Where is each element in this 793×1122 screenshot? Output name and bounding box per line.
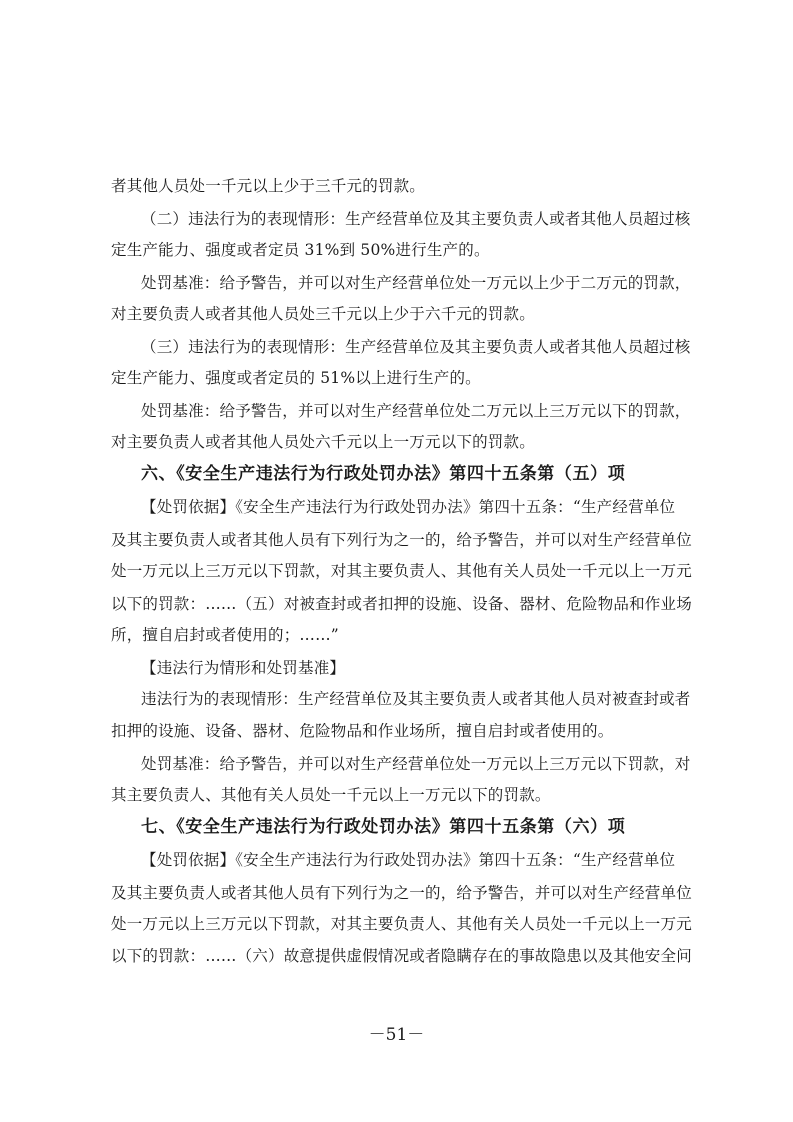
paragraph-line: 者其他人员处一千元以上少于三千元的罚款。 [111,177,426,195]
paragraph-line: 及其主要负责人或者其他人员有下列行为之一的，给予警告，并可以对生产经营单位 [111,884,692,902]
paragraph-line: 处罚基准：给予警告，并可以对生产经营单位处一万元以上少于二万元的罚款， [141,274,691,292]
paragraph-line: 处一万元以上三万元以下罚款，对其主要负责人、其他有关人员处一千元以上一万元 [111,915,692,933]
page-number: －51－ [368,1025,425,1045]
paragraph-line: 处一万元以上三万元以下罚款，对其主要负责人、其他有关人员处一千元以上一万元 [111,562,692,580]
paragraph-line: （三）违法行为的表现情形：生产经营单位及其主要负责人或者其他人员超过核 [141,338,691,356]
paragraph-line: 【处罚依据】《安全生产违法行为行政处罚办法》第四十五条：“生产经营单位 [141,851,676,869]
paragraph-line: 【处罚依据】《安全生产违法行为行政处罚办法》第四十五条：“生产经营单位 [141,498,676,516]
paragraph-line: 以下的罚款：……（六）故意提供虚假情况或者隐瞒存在的事故隐患以及其他安全问 [111,947,692,965]
paragraph-line: 处罚基准：给予警告，并可以对生产经营单位处一万元以上三万元以下罚款，对 [141,755,691,773]
paragraph-line: 违法行为的表现情形：生产经营单位及其主要负责人或者其他人员对被查封或者 [141,690,691,708]
paragraph-line: 定生产能力、强度或者定员的 51%以上进行生产的。 [111,369,481,387]
paragraph-line: 对主要负责人或者其他人员处六千元以上一万元以下的罚款。 [111,433,535,451]
paragraph-line: 对主要负责人或者其他人员处三千元以上少于六千元的罚款。 [111,305,535,323]
paragraph-line: 所，擅自启封或者使用的；……” [111,626,339,644]
paragraph-line: （二）违法行为的表现情形：生产经营单位及其主要负责人或者其他人员超过核 [141,210,691,228]
paragraph-line: 【违法行为情形和处罚基准】 [141,659,346,677]
paragraph-line: 扣押的设施、设备、器材、危险物品和作业场所，擅自启封或者使用的。 [111,722,614,740]
section-heading: 七、《安全生产违法行为行政处罚办法》第四十五条第（六）项 [141,817,626,837]
paragraph-line: 及其主要负责人或者其他人员有下列行为之一的，给予警告，并可以对生产经营单位 [111,531,692,549]
section-heading: 六、《安全生产违法行为行政处罚办法》第四十五条第（五）项 [141,464,626,484]
paragraph-line: 以下的罚款：……（五）对被查封或者扣押的设施、设备、器材、危险物品和作业场 [111,595,692,613]
paragraph-line: 定生产能力、强度或者定员 31%到 50%进行生产的。 [111,241,490,259]
paragraph-line: 处罚基准：给予警告，并可以对生产经营单位处二万元以上三万元以下的罚款， [141,402,691,420]
paragraph-line: 其主要负责人、其他有关人员处一千元以上一万元以下的罚款。 [111,786,551,804]
